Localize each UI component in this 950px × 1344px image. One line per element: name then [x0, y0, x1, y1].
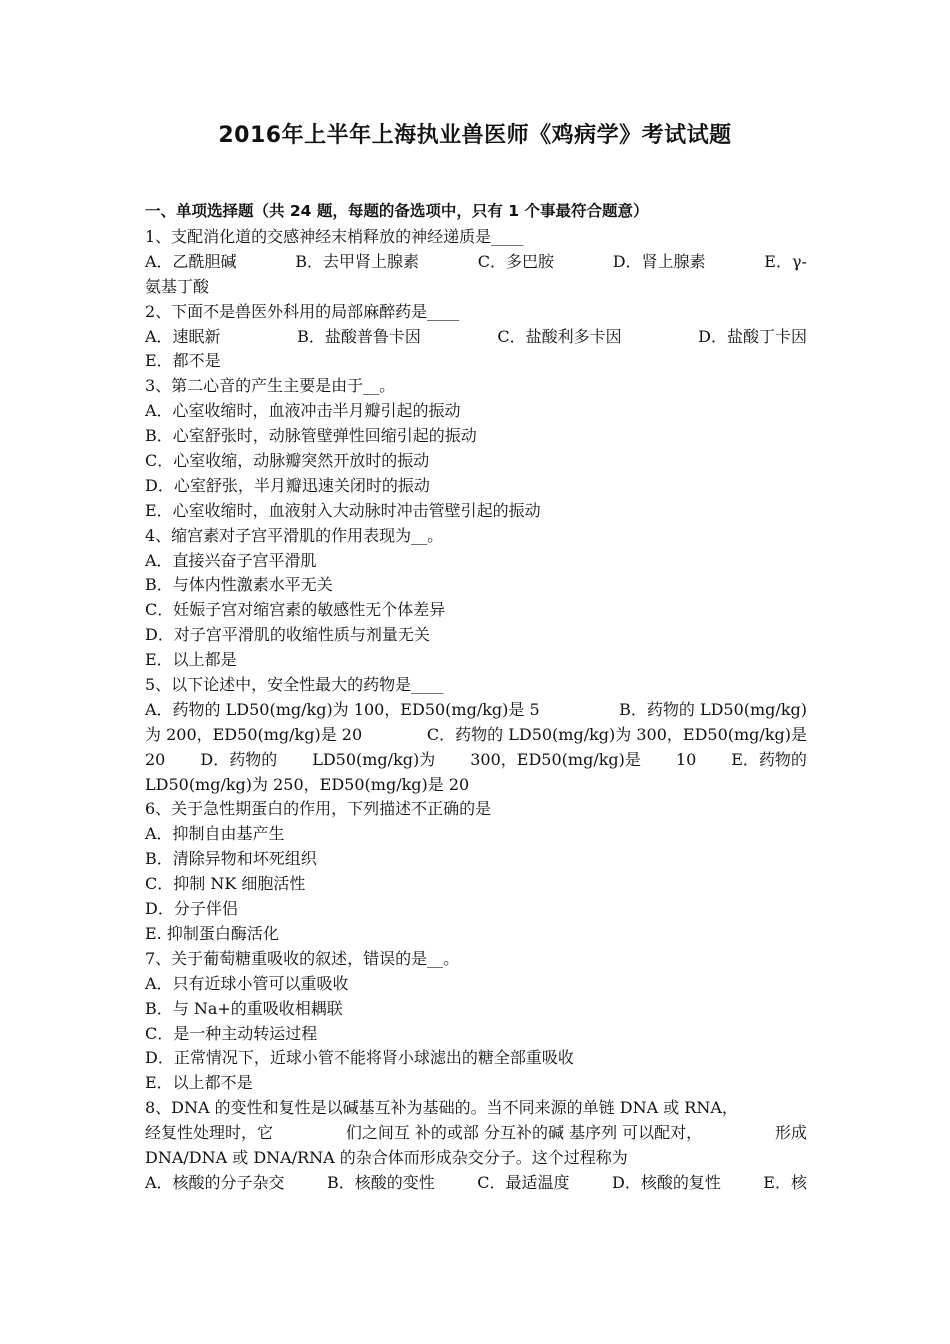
question-4-option-e: E．以上都是: [145, 650, 237, 670]
question-7-option-c: C．是一种主动转运过程: [145, 1023, 318, 1043]
question-5-line-2: [145, 723, 807, 748]
question-8-stem-line-2: [145, 1121, 807, 1146]
question-8-option-e: E．核: [763, 1172, 807, 1192]
question-7-option-a: A．只有近球小管可以重吸收: [145, 973, 349, 993]
question-7-stem: 7、关于葡萄糖重吸收的叙述，错误的是__。: [145, 948, 460, 968]
question-1-option-c: C．多巴胺: [477, 251, 555, 271]
question-7-option-e: E．以上都不是: [145, 1073, 253, 1093]
question-8-stem-part-3: 形成: [774, 1123, 807, 1143]
question-6-stem: 6、关于急性期蛋白的作用，下列描述不正确的是: [145, 799, 492, 819]
question-5-option-d-part-1: D．药物的: [200, 749, 278, 769]
question-5-option-c: C．药物的 LD50(mg/kg)为 300，ED50(mg/kg)是: [426, 724, 807, 744]
question-1-option-d: D．肾上腺素: [612, 251, 706, 271]
question-6-option-d: D．分子伴侣: [145, 899, 238, 919]
question-6-option-a: A．抑制自由基产生: [145, 824, 285, 844]
question-3-option-d: D．心室舒张，半月瓣迅速关闭时的振动: [145, 475, 430, 495]
question-2-option-c: C．盐酸利多卡因: [497, 326, 622, 346]
question-5-option-e-cont: LD50(mg/kg)为 250，ED50(mg/kg)是 20: [145, 774, 470, 794]
question-1-option-e-wrap: 氨基丁酸: [145, 276, 210, 296]
question-5-stem: 5、以下论述中，安全性最大的药物是____: [145, 675, 444, 695]
question-8-stem-part-1: 经复性处理时，它: [145, 1123, 274, 1143]
question-2-option-b: B．盐酸普鲁卡因: [297, 326, 421, 346]
question-3-option-b: B．心室舒张时，动脉管壁弹性回缩引起的振动: [145, 426, 477, 446]
question-8-stem-part-2: 们之间互 补的或部 分互补的碱 基序列 可以配对，: [345, 1123, 703, 1143]
question-4-option-d: D．对子宫平滑肌的收缩性质与剂量无关: [145, 625, 430, 645]
question-5-option-e: E．药物的: [731, 749, 807, 769]
question-4-option-c: C．妊娠子宫对缩宫素的敏感性无个体差异: [145, 600, 446, 620]
question-8-option-b: B．核酸的变性: [327, 1172, 435, 1192]
question-7-option-b: B．与 Na+的重吸收相耦联: [145, 998, 343, 1018]
question-5-option-a: A．药物的 LD50(mg/kg)为 100，ED50(mg/kg)是 5: [145, 699, 540, 719]
question-5-option-b-cont: 为 200，ED50(mg/kg)是 20: [145, 724, 363, 744]
question-4-option-b: B．与体内性激素水平无关: [145, 575, 333, 595]
question-2-option-d: D．盐酸丁卡因: [698, 326, 807, 346]
question-1-option-b: B．去甲肾上腺素: [295, 251, 420, 271]
question-5-option-b: B．药物的 LD50(mg/kg): [619, 699, 807, 719]
question-6-option-c: C．抑制 NK 细胞活性: [145, 874, 306, 894]
question-2-option-e: E．都不是: [145, 351, 221, 371]
question-8-options: [145, 1171, 807, 1196]
question-5-option-d-part-4: 10: [675, 749, 697, 769]
question-6-option-e: E. 抑制蛋白酶活化: [145, 923, 279, 943]
question-8-option-d: D．核酸的复性: [611, 1172, 721, 1192]
question-8-stem-line-3: DNA/DNA 或 DNA/RNA 的杂合体而形成杂交分子。这个过程称为: [145, 1147, 628, 1167]
question-8-stem-line-1: 8、DNA 的变性和复性是以碱基互补为基础的。当不同来源的单链 DNA 或 RNA，: [145, 1098, 738, 1118]
question-5-option-d-part-3: 300，ED50(mg/kg)是: [470, 749, 641, 769]
question-1-options: [145, 250, 807, 275]
question-list: [145, 225, 807, 1196]
question-3-option-c: C．心室收缩，动脉瓣突然开放时的振动: [145, 451, 430, 471]
question-3-stem: 3、第二心音的产生主要是由于__。: [145, 376, 396, 396]
question-5-line-1: [145, 698, 807, 723]
question-5-option-c-cont: 20: [145, 749, 166, 769]
question-2-options: [145, 325, 807, 350]
question-1-stem: 1、支配消化道的交感神经末梢释放的神经递质是____: [145, 227, 524, 246]
question-2-stem: 2、下面不是兽医外科用的局部麻醉药是____: [145, 301, 460, 321]
question-2-option-a: A．速眠新: [145, 326, 221, 346]
document-title: 2016年上半年上海执业兽医师《鸡病学》考试试题: [218, 123, 732, 148]
question-6-option-b: B．清除异物和坏死组织: [145, 849, 317, 869]
question-8-option-a: A．核酸的分子杂交: [145, 1172, 285, 1192]
question-4-stem: 4、缩宫素对子宫平滑肌的作用表现为__。: [145, 525, 444, 545]
question-7-option-d: D．正常情况下，近球小管不能将肾小球滤出的糖全部重吸收: [145, 1048, 574, 1068]
question-4-option-a: A．直接兴奋子宫平滑肌: [145, 550, 317, 570]
question-3-option-a: A．心室收缩时，血液冲击半月瓣引起的振动: [145, 401, 461, 421]
question-8-option-c: C．最适温度: [477, 1172, 570, 1192]
question-1-option-e: E．γ-: [764, 251, 807, 271]
question-1-option-a: A．乙酰胆碱: [145, 251, 237, 271]
question-5-option-d-part-2: LD50(mg/kg)为: [312, 749, 436, 769]
question-3-option-e: E．心室收缩时，血液射入大动脉时冲击管壁引起的振动: [145, 500, 541, 520]
question-5-line-3: [145, 748, 807, 773]
section-heading: 一、单项选择题（共 24 题，每题的备选项中，只有 1 个事最符合题意）: [145, 202, 649, 220]
